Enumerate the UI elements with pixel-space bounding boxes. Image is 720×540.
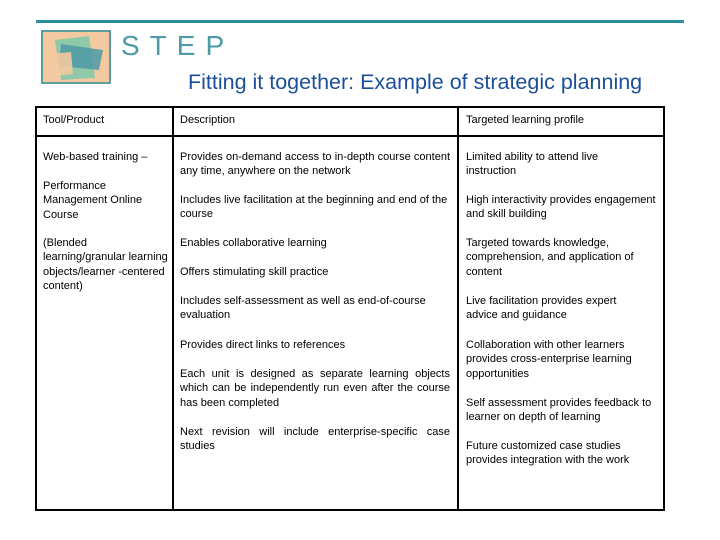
description-text: Includes self-assessment as well as end-of-course evaluation [180,295,426,322]
description-text: Next revision will include enterprise-specific case studies [180,426,450,453]
column-header-description: Description [180,114,236,126]
top-rule [36,20,684,23]
planning-table [35,106,665,511]
profile-text: Future customized case studies provides integration with the work [466,440,630,467]
profile-text: Self assessment provides feedback to learner on depth of learning [466,397,652,424]
description-text: Includes live facilitation at the beginning and end of the course [180,194,448,221]
step-logo-icon [41,30,111,84]
logo-wordmark: STEP [121,30,235,61]
page-title: Fitting it together: Example of strategic planning [188,70,643,94]
profile-text: Live facilitation provides expert advice and guidance [466,295,617,322]
column-divider [172,108,174,509]
description-text: Offers stimulating skill practice [180,266,329,278]
tool-text: Performance Management Online Course [43,180,143,221]
description-text: Enables collaborative learning [180,237,327,249]
tool-text: Web-based training – [43,151,148,163]
description-text: Provides direct links to references [180,339,346,351]
profile-text: Targeted towards knowledge, comprehension, and application of content [466,237,634,278]
profile-text: Collaboration with other learners provides cross-enterprise learning opportunities [466,339,632,380]
header-divider [37,135,663,137]
column-header-profile: Targeted learning profile [466,114,585,126]
profile-text: High interactivity provides engagement and skill building [466,194,656,221]
column-header-tool: Tool/Product [43,114,105,126]
description-text: Each unit is designed as separate learning objects which can be independently run even after the course has been completed [180,368,450,409]
column-divider [457,108,459,509]
profile-text: Limited ability to attend live instruction [466,151,599,178]
tool-text: (Blended learning/granular learning objects/learner -centered content) [43,237,168,293]
description-text: Provides on-demand access to in-depth course content any time, anywhere on the network [180,151,450,178]
